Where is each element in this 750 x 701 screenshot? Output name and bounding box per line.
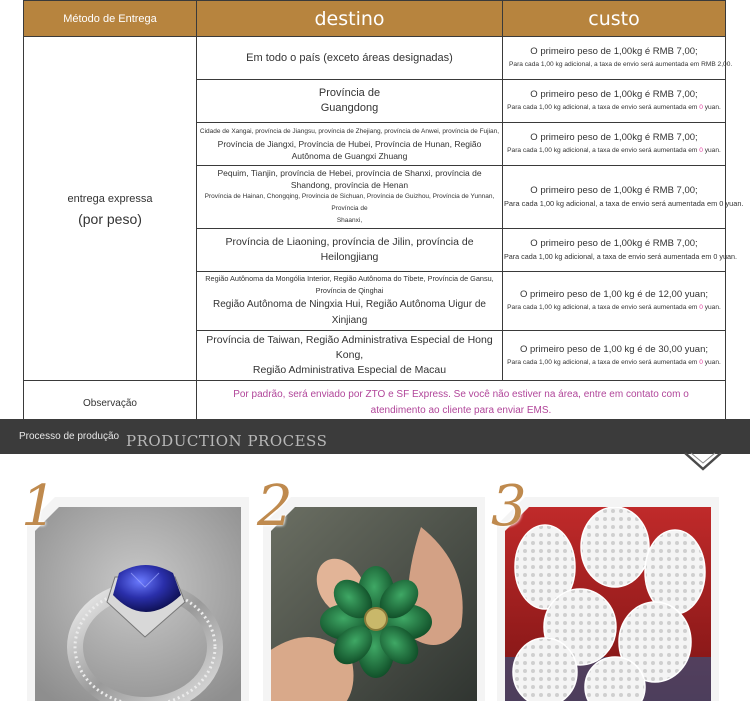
cost-additional	[504, 145, 724, 157]
cost-additional-amount: 0	[699, 358, 703, 366]
cost-first-weight: O primeiro peso de 1,00 kg é de 30,00 yuan;	[519, 343, 708, 355]
cost-additional-unit: yuan.	[702, 304, 721, 311]
cost-cell	[503, 166, 744, 229]
cost-additional-amount: 0	[699, 304, 703, 311]
cost-additional	[504, 102, 724, 114]
destination-cell	[197, 80, 503, 123]
cost-cell	[503, 80, 726, 123]
process-step-2	[257, 474, 485, 701]
cost-first-weight: O primeiro peso de 1,00 kg é de 12,00 yuan;	[519, 289, 708, 300]
cost-additional-amount: 0	[699, 104, 703, 111]
destination-text: Província de Jiangxi, Província de Hubei, Província de Hunan, Região Autônoma de Guangxi Zhuang	[217, 139, 482, 161]
cost-cell	[503, 37, 733, 80]
cost-first-weight: O primeiro peso de 1,00kg é RMB 7,00;	[530, 185, 698, 196]
destination-cell	[197, 229, 503, 272]
destination-text: Guangdong	[320, 102, 379, 114]
process-step-1	[21, 474, 249, 701]
production-title: PRODUCTION PROCESS	[126, 432, 328, 450]
cost-cell	[503, 123, 726, 166]
cost-additional-unit: yuan.	[702, 104, 721, 111]
process-step-3	[491, 474, 719, 701]
cost-additional-amount: 0	[699, 147, 703, 154]
destination-text: Região Autônoma de Ningxia Hui, Região Autônoma Uigur de Xinjiang	[213, 299, 486, 326]
header-destination: destino	[197, 1, 503, 37]
chevron-down-icon	[684, 452, 722, 472]
destination-text: Pequim, Tianjin, província de Hebei, província de Shanxi, província de Shandong, província de Henan	[217, 168, 482, 190]
cost-first-weight: O primeiro peso de 1,00kg é RMB 7,00;	[530, 238, 698, 249]
cost-cell	[503, 272, 726, 331]
cost-additional	[504, 357, 724, 369]
3d-printed-resin-models-photo	[505, 507, 711, 701]
step-number: 2	[257, 474, 293, 539]
cost-additional: Para cada 1,00 kg adicional, a taxa de envio será aumentada em 0 yuan.	[504, 199, 744, 208]
cost-additional: Para cada 1,00 kg adicional, a taxa de envio será aumentada em 0 yuan.	[504, 252, 737, 261]
method-note: (por peso)	[78, 210, 142, 227]
destination-cell	[197, 166, 503, 229]
destination-text: Região Autônoma da Mongólia Interior, Região Autônoma do Tibete, Província de Gansu, Província de Qinghai	[205, 274, 494, 295]
destination-cell	[197, 272, 503, 331]
cost-additional-unit: yuan.	[702, 147, 721, 154]
note-text: Por padrão, será enviado por ZTO e SF Express. Se você não estiver na área, entre em contato com o atendimento ao cliente para enviar EMS.	[197, 381, 726, 426]
production-banner	[0, 419, 750, 454]
green-wax-carving-photo	[271, 507, 477, 701]
cost-first-weight: O primeiro peso de 1,00kg é RMB 7,00;	[530, 46, 698, 57]
cost-cell	[503, 229, 737, 272]
destination-text: Província de Liaoning, província de Jilin, província de Heilongjiang	[225, 236, 474, 263]
cost-additional-text: Para cada 1,00 kg adicional, a taxa de envio será aumentada em	[507, 104, 700, 111]
method-name: entrega expressa	[67, 192, 153, 205]
destination-text: Shaanxi,	[336, 217, 363, 224]
step-number: 1	[21, 474, 57, 539]
cost-additional: Para cada 1,00 kg adicional, a taxa de envio será aumentada em RMB 2,00.	[509, 61, 733, 68]
cost-cell	[503, 331, 726, 381]
destination-text: Província de Taiwan, Região Administrativa Especial de Hong Kong,	[206, 334, 493, 361]
destination-text: Região Administrativa Especial de Macau	[252, 364, 447, 376]
cost-additional-text: Para cada 1,00 kg adicional, a taxa de envio será aumentada em	[507, 147, 700, 154]
destination-cell	[197, 123, 503, 166]
destination-text: Em todo o país (exceto áreas designadas)	[246, 51, 453, 64]
cost-first-weight: O primeiro peso de 1,00kg é RMB 7,00;	[530, 89, 698, 100]
production-label: Processo de produção	[19, 431, 120, 442]
destination-cell	[197, 331, 503, 381]
method-cell	[24, 37, 197, 381]
destination-text: Província de Hainan, Chongqing, Província de Sichuan, Província de Guizhou, Província de Yunnan, Província de	[204, 193, 495, 212]
cost-additional	[504, 302, 724, 314]
sapphire-ring-photo	[35, 507, 241, 701]
cost-additional-text: Para cada 1,00 kg adicional, a taxa de envio será aumentada em	[507, 304, 700, 311]
note-label: Observação	[24, 381, 197, 426]
destination-text: Província de	[318, 87, 381, 99]
shipping-table	[23, 0, 744, 426]
table-row	[24, 37, 726, 80]
destination-cell	[197, 37, 503, 80]
header-method: Método de Entrega	[24, 1, 197, 37]
step-number: 3	[491, 474, 527, 539]
cost-additional-text: Para cada 1,00 kg adicional, a taxa de envio será aumentada em	[507, 358, 700, 366]
destination-text: Cidade de Xangai, província de Jiangsu, província de Zhejiang, província de Anwei, província de Fujian,	[199, 128, 500, 135]
header-cost: custo	[503, 1, 726, 37]
cost-additional-unit: yuan.	[702, 358, 721, 366]
cost-first-weight: O primeiro peso de 1,00kg é RMB 7,00;	[530, 132, 698, 143]
